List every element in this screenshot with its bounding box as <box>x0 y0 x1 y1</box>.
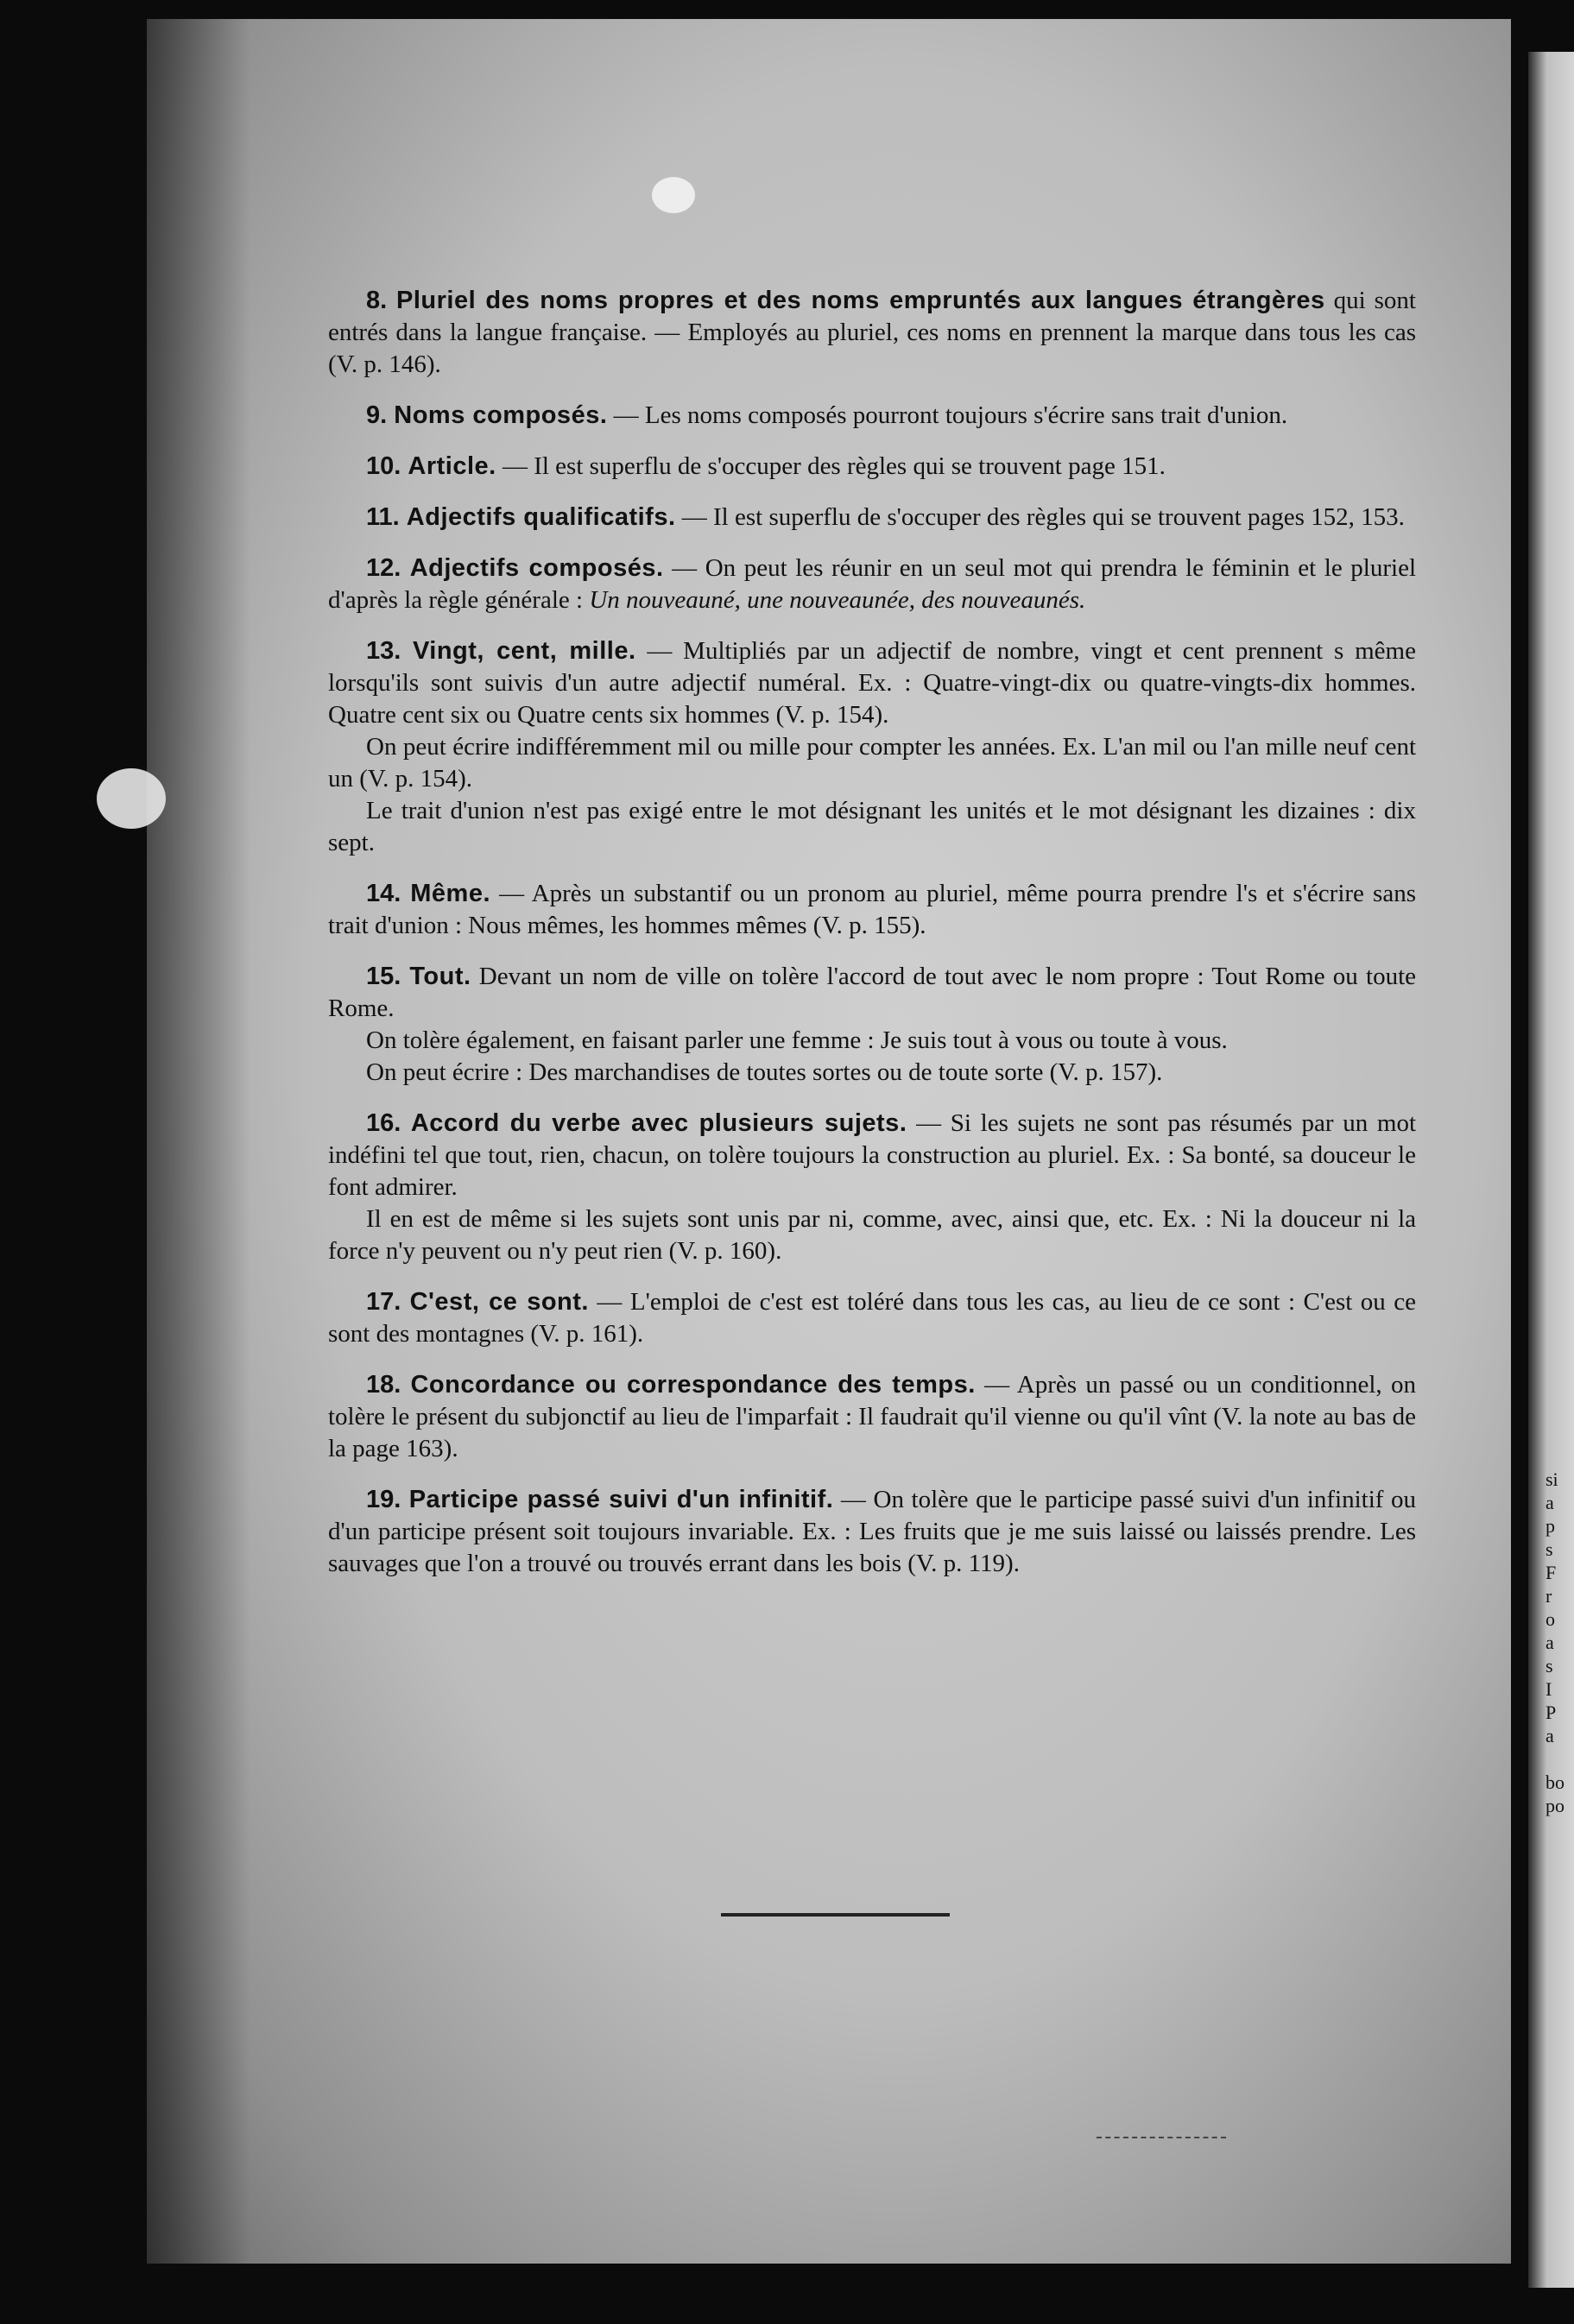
rule-text: — Les noms composés pourront toujours s'écrire sans trait d'union. <box>607 401 1288 429</box>
rule-number: 15. <box>366 963 410 990</box>
paper-blemish <box>652 177 695 213</box>
rule-text: Devant un nom de ville on tolère l'accord de tout avec le nom propre : Tout Rome ou toute Rome. <box>328 963 1417 1022</box>
rule-text: — L'emploi de c'est est toléré dans tous les cas, au lieu de ce sont : C'est ou ce sont des montagnes (V. p. 161). <box>328 1288 1416 1348</box>
rule-number: 12. <box>366 554 410 582</box>
rule-heading: Participe passé suivi d'un infinitif. <box>408 1486 834 1513</box>
rule-block <box>328 400 1416 432</box>
rule-heading: Accord du verbe avec plusieurs sujets. <box>410 1109 907 1137</box>
rule-number: 10. <box>366 452 408 480</box>
rule-text: — Il est superflu de s'occuper des règles qui se trouvent page 151. <box>496 452 1166 480</box>
rule-number: 17. <box>366 1288 410 1316</box>
adjacent-page-fragment: F <box>1546 1562 1557 1583</box>
rule-paragraph <box>328 400 1416 432</box>
page-edge-shadow <box>147 19 250 2264</box>
paper-blemish <box>97 768 166 829</box>
rule-heading: Tout. <box>409 963 471 990</box>
faint-dashed-line <box>1097 2137 1226 2140</box>
rule-block <box>328 285 1416 381</box>
rule-subparagraph: On tolère également, en faisant parler une femme : Je suis tout à vous ou toute à vous. <box>366 1026 1228 1054</box>
rule-number: 11. <box>366 503 407 531</box>
adjacent-page-fragment: p <box>1546 1515 1555 1537</box>
rule-number: 14. <box>366 880 411 907</box>
rule-number: 8. <box>366 287 396 314</box>
rule-block <box>328 878 1416 942</box>
adjacent-page-fragment: s <box>1546 1655 1553 1677</box>
section-divider <box>721 1913 950 1917</box>
rule-paragraph <box>328 1369 1416 1465</box>
rule-heading: Même. <box>410 880 491 907</box>
rule-paragraph <box>328 451 1416 483</box>
rule-subparagraph: On peut écrire : Des marchandises de toutes sortes ou de toute sorte (V. p. 157). <box>366 1058 1163 1086</box>
rule-heading: Article. <box>408 452 496 480</box>
adjacent-page-fragment: a <box>1546 1492 1554 1513</box>
rule-paragraph <box>328 878 1416 942</box>
rule-subparagraph: Il en est de même si les sujets sont unis par ni, comme, avec, ainsi que, etc. Ex. : Ni la douceur ni la force n'y peuvent ou n'y peut rien (V. p. 160). <box>328 1205 1416 1265</box>
rule-paragraph <box>328 635 1416 731</box>
document-body <box>328 285 1416 1599</box>
rule-number: 19. <box>366 1486 409 1513</box>
rule-number: 13. <box>366 637 413 665</box>
rule-block <box>328 1484 1416 1580</box>
rule-text: — Si les sujets ne sont pas résumés par un mot indéfini tel que tout, rien, chacun, on tolère toujours la construction au pluriel. Ex. : Sa bonté, sa douceur le font admirer. <box>328 1109 1416 1201</box>
rule-text: — Après un passé ou un conditionnel, on tolère le présent du subjonctif au lieu de l'imparfait : Il faudrait qu'il vienne ou qu'il vînt (V. la note au bas de la page 163). <box>328 1371 1416 1462</box>
rule-paragraph <box>328 502 1416 534</box>
rule-block <box>328 635 1416 878</box>
rule-heading: Pluriel des noms propres et des noms empruntés aux langues étrangères <box>395 287 1325 314</box>
adjacent-page-fragment: P <box>1546 1702 1557 1723</box>
rule-paragraph <box>328 1108 1416 1203</box>
rule-block <box>328 451 1416 483</box>
rule-text: — Multipliés par un adjectif de nombre, vingt et cent prennent s même lorsqu'ils sont suivis d'un autre adjectif numéral. Ex. : Quatre-vingt-dix ou quatre-vingts-dix hommes. Quatre cent six ou Quatre cents six hommes (V. p. 154). <box>328 637 1416 729</box>
rule-heading: Concordance ou correspondance des temps. <box>410 1371 976 1399</box>
rule-heading: Adjectifs composés. <box>409 554 664 582</box>
rule-paragraph <box>328 1484 1416 1580</box>
adjacent-page-fragment: o <box>1546 1608 1555 1630</box>
rule-paragraph <box>328 553 1416 616</box>
adjacent-page-fragment: r <box>1546 1585 1552 1607</box>
rule-heading: Vingt, cent, mille. <box>412 637 636 665</box>
rule-number: 18. <box>366 1371 411 1399</box>
adjacent-page-fragment: a <box>1546 1632 1554 1653</box>
adjacent-page-fragment: a <box>1546 1725 1554 1746</box>
rule-heading: Noms composés. <box>394 401 608 429</box>
rule-block <box>328 1286 1416 1350</box>
rule-number: 16. <box>366 1109 411 1137</box>
rule-heading: C'est, ce sont. <box>409 1288 589 1316</box>
adjacent-page-fragment: s <box>1546 1538 1553 1560</box>
rule-block <box>328 553 1416 616</box>
adjacent-page-text <box>1546 1468 1574 1817</box>
rule-paragraph <box>328 1286 1416 1350</box>
rule-example: Un nouveauné, une nouveaunée, des nouveaunés. <box>589 586 1086 614</box>
rule-text: — On peut les réunir en un seul mot qui prendra le féminin et le pluriel d'après la règle générale : <box>328 554 1417 614</box>
rule-subparagraph: On peut écrire indifféremment mil ou mille pour compter les années. Ex. L'an mil ou l'an mille neuf cent un (V. p. 154). <box>328 733 1416 793</box>
rule-subparagraph: Le trait d'union n'est pas exigé entre le mot désignant les unités et le mot désignant les dizaines : dix sept. <box>328 797 1416 856</box>
rule-text: — On tolère que le participe passé suivi d'un infinitif ou d'un participe présent soit toujours invariable. Ex. : Les fruits que je me suis laissé ou laissés prendre. Les sauvages que l'on a trouvé ou trouvés errant dans les bois (V. p. 119). <box>328 1486 1416 1577</box>
rule-paragraph <box>328 285 1416 381</box>
adjacent-page-fragment <box>1546 1747 1574 1771</box>
rule-block <box>328 502 1416 534</box>
rule-text: — Il est superflu de s'occuper des règles qui se trouvent pages 152, 153. <box>675 503 1405 531</box>
rule-text: — Après un substantif ou un pronom au pluriel, même pourra prendre l's et s'écrire sans trait d'union : Nous mêmes, les hommes mêmes (V. p. 155). <box>328 880 1416 939</box>
adjacent-page-fragment: bo <box>1546 1771 1565 1793</box>
rule-heading: Adjectifs qualificatifs. <box>406 503 676 531</box>
rule-number: 9. <box>366 401 395 429</box>
adjacent-page-fragment: si <box>1546 1468 1558 1490</box>
adjacent-page-fragment: po <box>1546 1795 1565 1816</box>
rule-block <box>328 961 1416 1108</box>
rule-block <box>328 1108 1416 1286</box>
rule-block <box>328 1369 1416 1465</box>
adjacent-page-fragment: I <box>1546 1678 1552 1700</box>
rule-paragraph <box>328 961 1416 1025</box>
rule-text: qui sont entrés dans la langue française. — Employés au pluriel, ces noms en prennent la marque dans tous les cas (V. p. 146). <box>328 287 1416 378</box>
adjacent-page-edge <box>1528 52 1574 2288</box>
